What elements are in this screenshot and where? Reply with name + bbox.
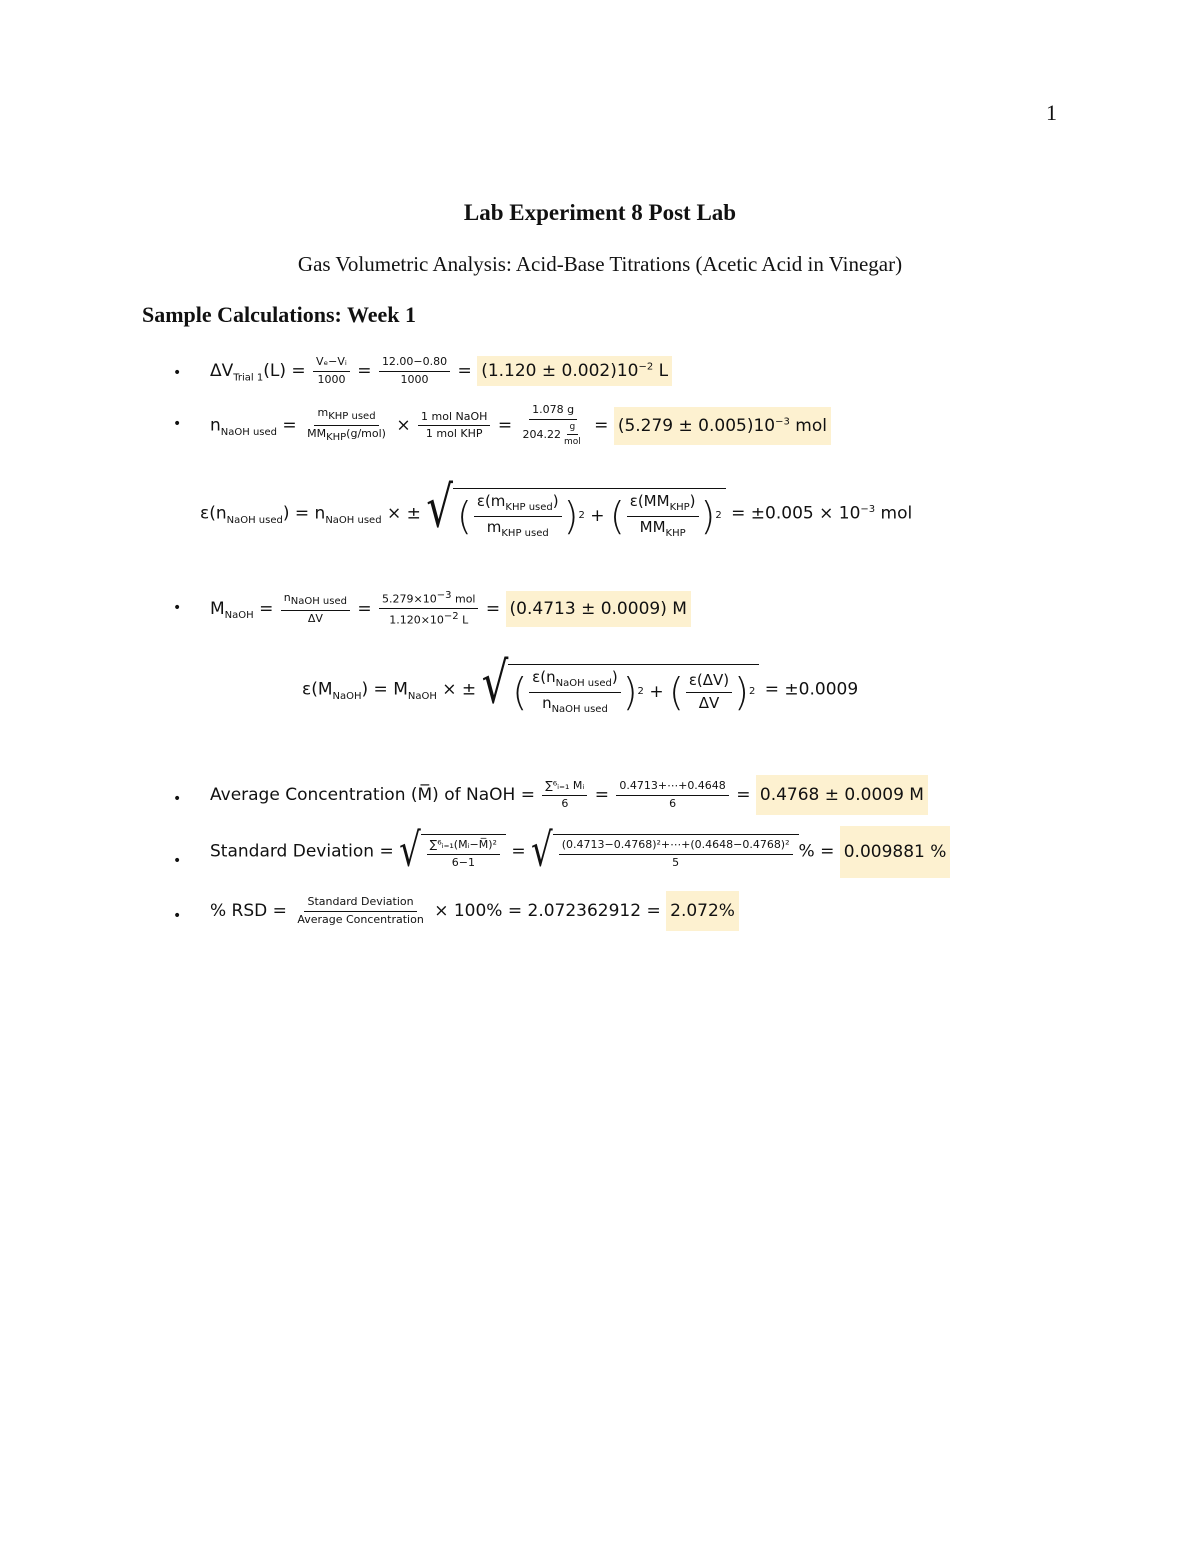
bullet-2: • xyxy=(173,416,182,432)
sqrt-icon: √ xyxy=(531,823,553,878)
equation-moles-naoh: $n_{NaOH used}$ = $\frac{m_{KHP used}}{MM_{KHP}(g/mol)}$ × $\frac{\text{1 mol NaOH}}{\text{1 mol KHP}}$ = 1.078 g 204.22 $\frac{g}{\text{mol}}$ = $(5.279 \pm 0.005)10^{-3}$ mol xyxy=(210,404,831,447)
result-molarity: (0.4713 ± 0.0009) M xyxy=(506,591,691,627)
equation-error-molarity: $\varepsilon(M_{NaOH}) = M_{NaOH}$ × ± √ ( $\frac{\varepsilon(n_{NaOH used})}{n_{NaOH used}}$ ) 2 + ( $\frac{\varepsilon(\Delta V)}{\Delta V}$ ) 2 = ±0.0009 xyxy=(302,664,858,715)
equation-delta-v: $\Delta V_{Trial 1}(L)$ = $\frac{\text{Vₑ−Vᵢ}}{1000}$ = $\frac{12.00-0.80}{1000}$ = $(1.120 \pm 0.002)10^{-2}$ L xyxy=(210,356,672,386)
page-number: 1 xyxy=(1046,100,1057,125)
result-average: 0.4768 ± 0.0009 M xyxy=(756,775,928,815)
equation-error-moles: $\varepsilon(n_{NaOH used}) = n_{NaOH used}$ × ± √ ( $\frac{\varepsilon(m_{KHP used})}{m_{KHP used}}$ ) 2 + ( $\frac{\varepsilon(MM_{KHP})}{MM_{KHP}}$ ) 2 = $\pm 0.005 \times 10^{-3}$ mol xyxy=(200,488,912,539)
result-moles-naoh: $(5.279 \pm 0.005)10^{-3}$ mol xyxy=(614,407,831,445)
bullet-4: • xyxy=(173,791,182,807)
result-delta-v: $(1.120 \pm 0.002)10^{-2}$ L xyxy=(477,356,672,386)
bullet-5: • xyxy=(173,853,182,869)
bullet-3: • xyxy=(173,600,182,616)
document-title: Lab Experiment 8 Post Lab xyxy=(463,200,737,225)
result-rsd: 2.072% xyxy=(666,891,739,931)
sqrt-icon: √ xyxy=(481,649,509,716)
equation-std-dev: Standard Deviation = √ $\frac{\text{∑⁶ᵢ₌₁(Mᵢ−M̅)²}}{6-1}$ = √ $\frac{\text{(0.4713−0.4768)²+⋯+(0.4648−0.4768)²}}{5}$ % = 0.009881 % xyxy=(210,834,950,869)
bullet-6: • xyxy=(173,908,182,924)
result-std-dev: 0.009881 % xyxy=(840,826,951,878)
section-heading: Sample Calculations: Week 1 xyxy=(142,302,417,327)
sqrt-icon: √ xyxy=(399,823,421,878)
sqrt-icon: √ xyxy=(426,473,454,540)
document-subtitle: Gas Volumetric Analysis: Acid-Base Titrations (Acetic Acid in Vinegar) xyxy=(297,252,903,276)
bullet-1: • xyxy=(173,365,182,381)
equation-rsd: % RSD = $\frac{\text{Standard Deviation}}{\text{Average Concentration}}$ × 100% = 2.072362912 = 2.072% xyxy=(210,896,739,926)
equation-molarity: $M_{NaOH}$ = $\frac{n_{NaOH used}}{\Delta V}$ = $\frac{5.279\times 10^{-3} mol}{1.120\times 10^{-2} L}$ = (0.4713 ± 0.0009) M xyxy=(210,590,691,628)
equation-average: Average Concentration (M̅) of NaOH = $\frac{\text{∑⁶ᵢ₌₁ Mᵢ}}{6}$ = $\frac{0.4713+\cdots+0.4648}{6}$ = 0.4768 ± 0.0009 M xyxy=(210,780,928,810)
